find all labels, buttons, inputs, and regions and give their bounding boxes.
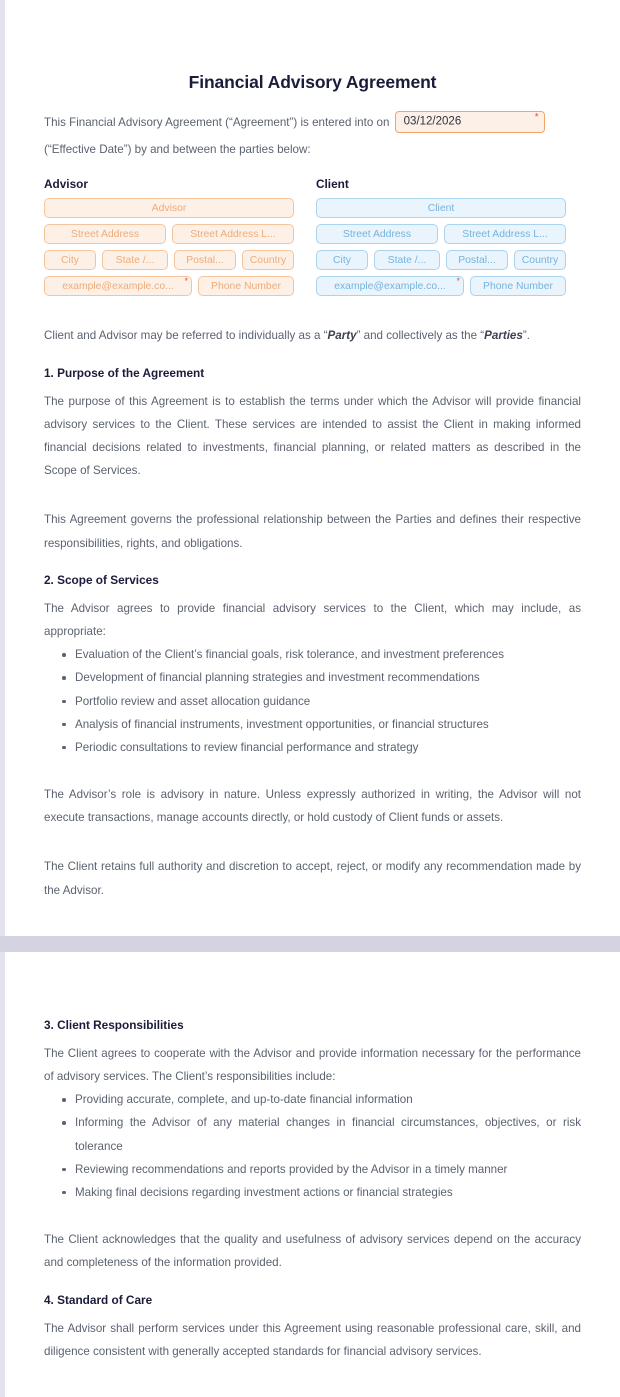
advisor-state-input[interactable]: State /...	[102, 250, 168, 270]
section-heading-client-responsibilities: 3. Client Responsibilities	[44, 1017, 184, 1032]
advisor-contact-row	[44, 276, 294, 296]
parties-note-term-parties: Parties	[484, 329, 523, 343]
list-item: Informing the Advisor of any material changes in financial circumstances, objectives, or risk tolerance	[75, 1111, 581, 1157]
intro-mid2: ”) is entered into on	[289, 116, 393, 129]
parties-note-mid: ” and collectively as the “	[356, 329, 485, 343]
required-asterisk-icon: *	[534, 112, 539, 124]
advisor-address-row	[44, 224, 294, 244]
client-phone-input[interactable]: Phone Number	[470, 276, 566, 296]
client-city-input[interactable]: City	[316, 250, 368, 270]
advisor-street-address-input[interactable]: Street Address	[44, 224, 166, 244]
section-heading-standard-of-care: 4. Standard of Care	[44, 1292, 153, 1307]
advisor-postal-input[interactable]: Postal...	[174, 250, 236, 270]
advisor-phone-input[interactable]: Phone Number	[198, 276, 294, 296]
list-item: Periodic consultations to review financial performance and strategy	[75, 736, 581, 759]
advisor-city-state-row	[44, 250, 294, 270]
client-responsibilities-list	[44, 1088, 581, 1204]
list-item: Reviewing recommendations and reports provided by the Advisor in a timely manner	[75, 1158, 581, 1181]
section-standard-of-care-paragraph-1: The Advisor shall perform services under this Agreement using reasonable professional care, skill, and diligence consistent with generally accepted standards for financial advisory services.	[44, 1321, 581, 1358]
parties-note-term-party: Party	[327, 329, 357, 343]
intro-term-agreement: Agreement	[232, 116, 290, 129]
advisor-email-input[interactable]	[44, 276, 192, 296]
client-postal-input[interactable]: Postal...	[446, 250, 508, 270]
client-contact-row	[316, 276, 566, 296]
intro-line2-open: (“	[44, 143, 52, 157]
parties-note-suffix: ”.	[522, 329, 530, 343]
client-street-address-line2-input[interactable]: Street Address L...	[444, 224, 566, 244]
advisor-heading: Advisor	[44, 177, 88, 192]
parties-definition-paragraph	[44, 324, 581, 347]
intro-mid1: (“	[221, 116, 233, 129]
client-column	[316, 177, 566, 302]
advisor-column	[44, 177, 294, 302]
section-responsibilities-paragraph-1: The Client acknowledges that the quality and usefulness of advisory services depend on the accuracy and completeness of the information provided.	[44, 1233, 581, 1270]
intro-term-agreement-name: Financial Advisory Agreement	[69, 116, 222, 129]
client-address-row	[316, 224, 566, 244]
intro-term-effective-date: Effective Date	[51, 143, 124, 157]
list-item: Providing accurate, complete, and up-to-date financial information	[75, 1088, 581, 1111]
scope-services-list	[44, 643, 581, 759]
page-break-separator	[0, 936, 620, 952]
intro-line2-close: ”) by and between the parties below:	[123, 143, 311, 157]
section-purpose-paragraph-1: The purpose of this Agreement is to establish the terms under which the Advisor will provide financial advisory services to the Client. These services are intended to assist the Client in making informed financial decisions related to investments, financial planning, or related matters as described in the Scope of Services.	[44, 394, 581, 478]
document-page-1	[5, 0, 620, 936]
page-title: Financial Advisory Agreement	[188, 72, 437, 92]
intro-prefix: This	[44, 116, 70, 129]
advisor-country-input[interactable]: Country	[242, 250, 294, 270]
client-street-address-input[interactable]: Street Address	[316, 224, 438, 244]
client-name-row	[316, 198, 566, 218]
list-item: Development of financial planning strategies and investment recommendations	[75, 666, 581, 689]
client-city-state-row	[316, 250, 566, 270]
advisor-city-input[interactable]: City	[44, 250, 96, 270]
advisor-street-address-line2-input[interactable]: Street Address L...	[172, 224, 294, 244]
section-heading-purpose: 1. Purpose of the Agreement	[44, 365, 205, 380]
section-heading-scope: 2. Scope of Services	[44, 572, 159, 587]
client-email-required-asterisk-icon: *	[456, 276, 460, 287]
intro-paragraph	[44, 109, 581, 163]
list-item: Analysis of financial instruments, investment opportunities, or financial structures	[75, 713, 581, 736]
client-country-input[interactable]: Country	[514, 250, 566, 270]
client-email-input[interactable]	[316, 276, 464, 296]
document-page-2	[5, 952, 620, 1397]
client-name-input[interactable]: Client	[316, 198, 566, 218]
list-item: Portfolio review and asset allocation guidance	[75, 690, 581, 713]
list-item: Making final decisions regarding investment actions or financial strategies	[75, 1181, 581, 1204]
advisor-name-row	[44, 198, 294, 218]
advisor-name-input[interactable]: Advisor	[44, 198, 294, 218]
effective-date-input[interactable]	[395, 111, 545, 133]
section-purpose-paragraph-2: This Agreement governs the professional relationship between the Parties and defines their respective responsibilities, rights, and obligations.	[44, 513, 581, 550]
client-state-input[interactable]: State /...	[374, 250, 440, 270]
advisor-email-placeholder: example@example.co...	[62, 280, 174, 292]
section-responsibilities-lead: The Client agrees to cooperate with the Advisor and provide information necessary for the performance of advisory services. The Client’s responsibilities include:	[44, 1046, 581, 1084]
client-heading: Client	[316, 177, 349, 192]
section-scope-paragraph-2: The Client retains full authority and discretion to accept, reject, or modify any recommendation made by the Advisor.	[44, 860, 581, 897]
parties-note-prefix: Client and Advisor may be referred to individually as a “	[44, 329, 328, 343]
advisor-email-required-asterisk-icon: *	[184, 276, 188, 287]
section-scope-paragraph-1: The Advisor’s role is advisory in nature. Unless expressly authorized in writing, the Advisor will not execute transactions, manage accounts directly, or hold custody of Client funds or assets.	[44, 788, 581, 825]
list-item: Evaluation of the Client’s financial goals, risk tolerance, and investment preferences	[75, 643, 581, 666]
section-scope-lead: The Advisor agrees to provide financial advisory services to the Client, which may include, as appropriate:	[44, 601, 581, 638]
parties-section	[44, 177, 581, 302]
client-email-placeholder: example@example.co...	[334, 280, 446, 292]
effective-date-value: 03/12/2026	[403, 115, 462, 128]
